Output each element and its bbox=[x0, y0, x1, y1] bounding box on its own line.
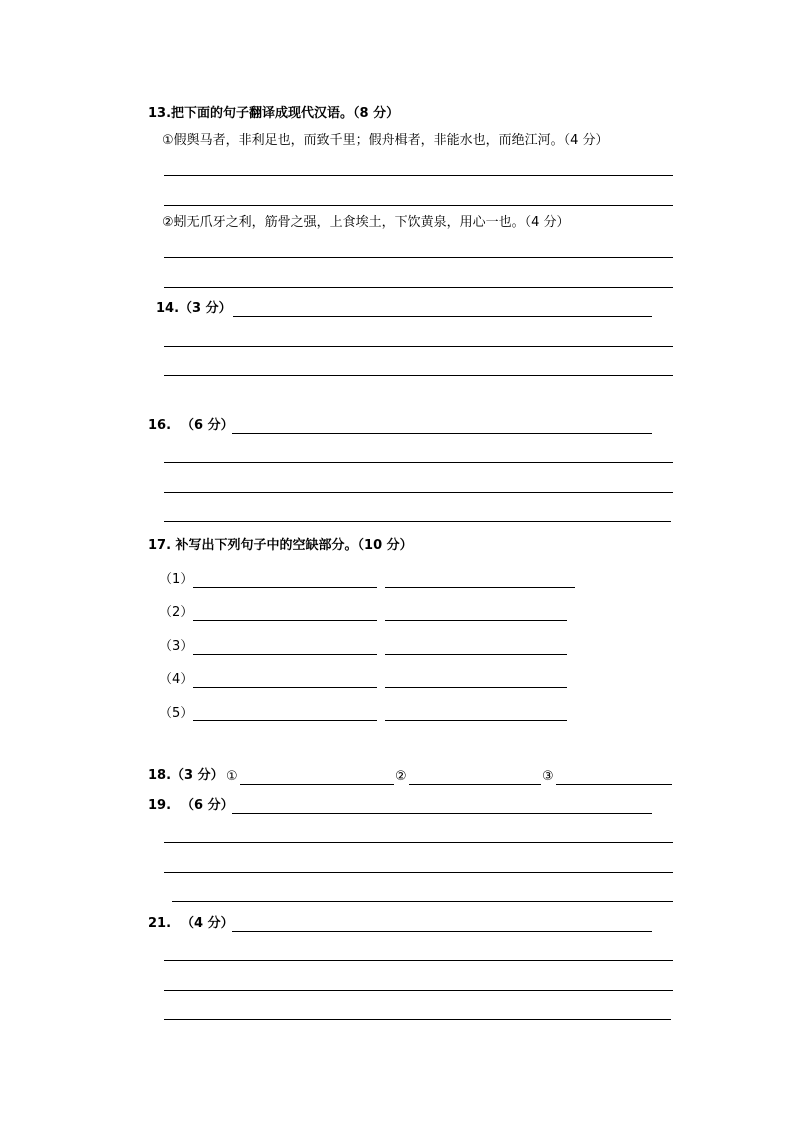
q13-sentence-2: ②蚓无爪牙之利，筋骨之强，上食埃土，下饮黄泉，用心一也。（4 分） bbox=[162, 215, 570, 230]
answer-line[interactable] bbox=[164, 492, 673, 493]
fill-blank-line[interactable] bbox=[556, 784, 672, 785]
fill-blank-line[interactable] bbox=[240, 784, 394, 785]
answer-line[interactable] bbox=[164, 462, 673, 463]
q16-score: （6 分） bbox=[181, 418, 234, 433]
q13-title: 13.把下面的句子翻译成现代汉语。（8 分） bbox=[148, 106, 400, 121]
fill-blank-line[interactable] bbox=[385, 654, 567, 655]
answer-line[interactable] bbox=[164, 1019, 671, 1020]
answer-line[interactable] bbox=[164, 842, 673, 843]
q21-score: （4 分） bbox=[181, 916, 234, 931]
answer-line[interactable] bbox=[164, 205, 673, 206]
answer-line[interactable] bbox=[164, 990, 673, 991]
answer-line[interactable] bbox=[233, 316, 652, 317]
fill-blank-line[interactable] bbox=[193, 587, 377, 588]
q16-number: 16. bbox=[148, 418, 172, 433]
q17-item-label: （3） bbox=[159, 639, 194, 654]
blank-marker-3: ③ bbox=[542, 769, 554, 784]
q17-item-label: （2） bbox=[159, 605, 194, 620]
answer-line[interactable] bbox=[164, 375, 673, 376]
answer-line[interactable] bbox=[164, 287, 673, 288]
q17-item-label: （5） bbox=[159, 706, 194, 721]
fill-blank-line[interactable] bbox=[385, 687, 567, 688]
fill-blank-line[interactable] bbox=[193, 654, 377, 655]
answer-line[interactable] bbox=[164, 346, 673, 347]
answer-line[interactable] bbox=[172, 901, 673, 902]
q14-label: 14.（3 分） bbox=[156, 301, 232, 316]
answer-line[interactable] bbox=[164, 872, 673, 873]
q13-sentence-1: ①假舆马者，非利足也，而致千里；假舟楫者，非能水也，而绝江河。（4 分） bbox=[162, 133, 609, 148]
fill-blank-line[interactable] bbox=[385, 620, 567, 621]
q17-title: 17. 补写出下列句子中的空缺部分。（10 分） bbox=[148, 538, 413, 553]
fill-blank-line[interactable] bbox=[193, 720, 377, 721]
q19-number: 19. bbox=[148, 798, 172, 813]
fill-blank-line[interactable] bbox=[409, 784, 541, 785]
q17-item-label: （4） bbox=[159, 672, 194, 687]
q18-label: 18.（3 分） bbox=[148, 768, 224, 783]
fill-blank-line[interactable] bbox=[193, 620, 377, 621]
fill-blank-line[interactable] bbox=[385, 587, 575, 588]
fill-blank-line[interactable] bbox=[385, 720, 567, 721]
q17-item-label: （1） bbox=[159, 572, 194, 587]
answer-line[interactable] bbox=[232, 931, 652, 932]
fill-blank-line[interactable] bbox=[193, 687, 377, 688]
answer-line[interactable] bbox=[232, 813, 652, 814]
answer-line[interactable] bbox=[232, 433, 652, 434]
answer-line[interactable] bbox=[164, 175, 673, 176]
blank-marker-1: ① bbox=[226, 769, 238, 784]
answer-line[interactable] bbox=[164, 960, 673, 961]
q19-score: （6 分） bbox=[181, 798, 234, 813]
answer-line[interactable] bbox=[164, 521, 671, 522]
q21-number: 21. bbox=[148, 916, 172, 931]
blank-marker-2: ② bbox=[395, 769, 407, 784]
answer-line[interactable] bbox=[164, 257, 673, 258]
